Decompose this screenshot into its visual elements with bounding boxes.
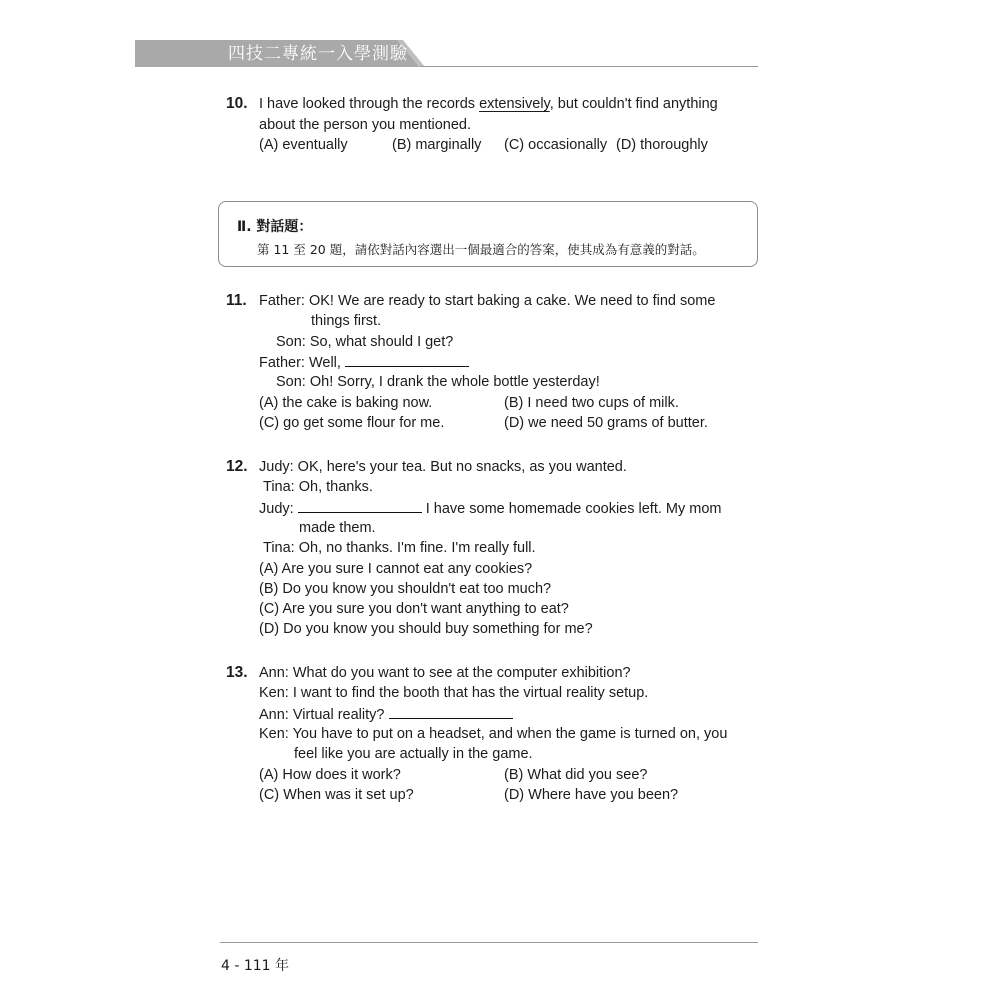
section-title: Ⅱ. 對話題：: [237, 219, 313, 235]
page-number: 4 - 111 年: [221, 958, 290, 974]
answer-blank: [345, 352, 469, 367]
dialogue-line: feel like you are actually in the game.: [294, 746, 533, 763]
option-a[interactable]: (A) Are you sure I cannot eat any cookies?: [259, 560, 533, 577]
option-c[interactable]: (C) Are you sure you don't want anything to eat?: [259, 601, 569, 618]
option-a[interactable]: (A) eventually: [259, 137, 348, 153]
header-rule: [420, 66, 758, 67]
text-segment: Father: Well,: [259, 354, 341, 371]
dialogue-line: Ann: What do you want to see at the computer exhibition?: [259, 665, 631, 681]
question-12: [226, 457, 756, 642]
section-instruction: 第 11 至 20 題，請依對話內容選出一個最適合的答案，使其成為有意義的對話。: [257, 242, 705, 257]
option-d[interactable]: (D) we need 50 grams of butter.: [504, 414, 708, 431]
option-a[interactable]: (A) the cake is baking now.: [259, 394, 433, 411]
dialogue-line: made them.: [299, 519, 376, 536]
question-number: 13.: [226, 664, 248, 681]
option-b[interactable]: (B) Do you know you shouldn't eat too much?: [259, 580, 552, 597]
footer-rule: [220, 942, 758, 943]
dialogue-line: Son: Oh! Sorry, I drank the whole bottle yesterday!: [276, 374, 600, 391]
dialogue-line: Father: OK! We are ready to start baking a cake. We need to find some: [259, 293, 716, 309]
dialogue-line: Tina: Oh, no thanks. I'm fine. I'm really full.: [263, 540, 536, 557]
text-segment: Judy:: [259, 500, 294, 517]
option-c[interactable]: (C) occasionally: [504, 137, 608, 153]
dialogue-line: Judy: OK, here's your tea. But no snacks, as you wanted.: [259, 459, 627, 475]
option-b[interactable]: (B) I need two cups of milk.: [504, 394, 679, 411]
question-text-line: [259, 94, 718, 114]
option-b[interactable]: (B) What did you see?: [504, 766, 648, 783]
dialogue-line: Tina: Oh, thanks.: [263, 479, 373, 496]
option-b[interactable]: (B) marginally: [392, 137, 482, 153]
text-segment: I have looked through the records: [259, 96, 480, 112]
text-segment: , but couldn't find anything: [549, 96, 718, 112]
question-10: [226, 94, 756, 156]
dialogue-line: [259, 498, 722, 519]
question-text-line: about the person you mentioned.: [259, 116, 472, 133]
question-13: [226, 663, 766, 808]
dialogue-line: things first.: [311, 313, 382, 330]
dialogue-line: Son: So, what should I get?: [276, 333, 454, 350]
dialogue-line: [259, 352, 469, 373]
header-title: 四技二專統一入學測驗: [228, 44, 408, 64]
dialogue-line: Ken: I want to find the booth that has the virtual reality setup.: [259, 685, 649, 702]
section-instruction-box: [218, 201, 758, 267]
text-segment: Ann: Virtual reality?: [259, 706, 385, 723]
text-segment: I have some homemade cookies left. My mom: [425, 500, 722, 517]
dialogue-line: [259, 704, 513, 725]
option-a[interactable]: (A) How does it work?: [259, 766, 401, 783]
option-c[interactable]: (C) go get some flour for me.: [259, 414, 445, 431]
answer-blank: [389, 704, 513, 719]
answer-blank: [298, 498, 422, 513]
question-number: 12.: [226, 458, 248, 475]
option-d[interactable]: (D) Where have you been?: [504, 786, 679, 803]
question-11: [226, 291, 756, 436]
question-number: 10.: [226, 95, 248, 112]
dialogue-line: Ken: You have to put on a headset, and when the game is turned on, you: [259, 725, 728, 742]
option-d[interactable]: (D) thoroughly: [616, 137, 708, 153]
question-number: 11.: [226, 292, 247, 309]
option-c[interactable]: (C) When was it set up?: [259, 786, 414, 803]
underlined-word: extensively: [479, 96, 550, 112]
option-d[interactable]: (D) Do you know you should buy something for me?: [259, 621, 593, 638]
